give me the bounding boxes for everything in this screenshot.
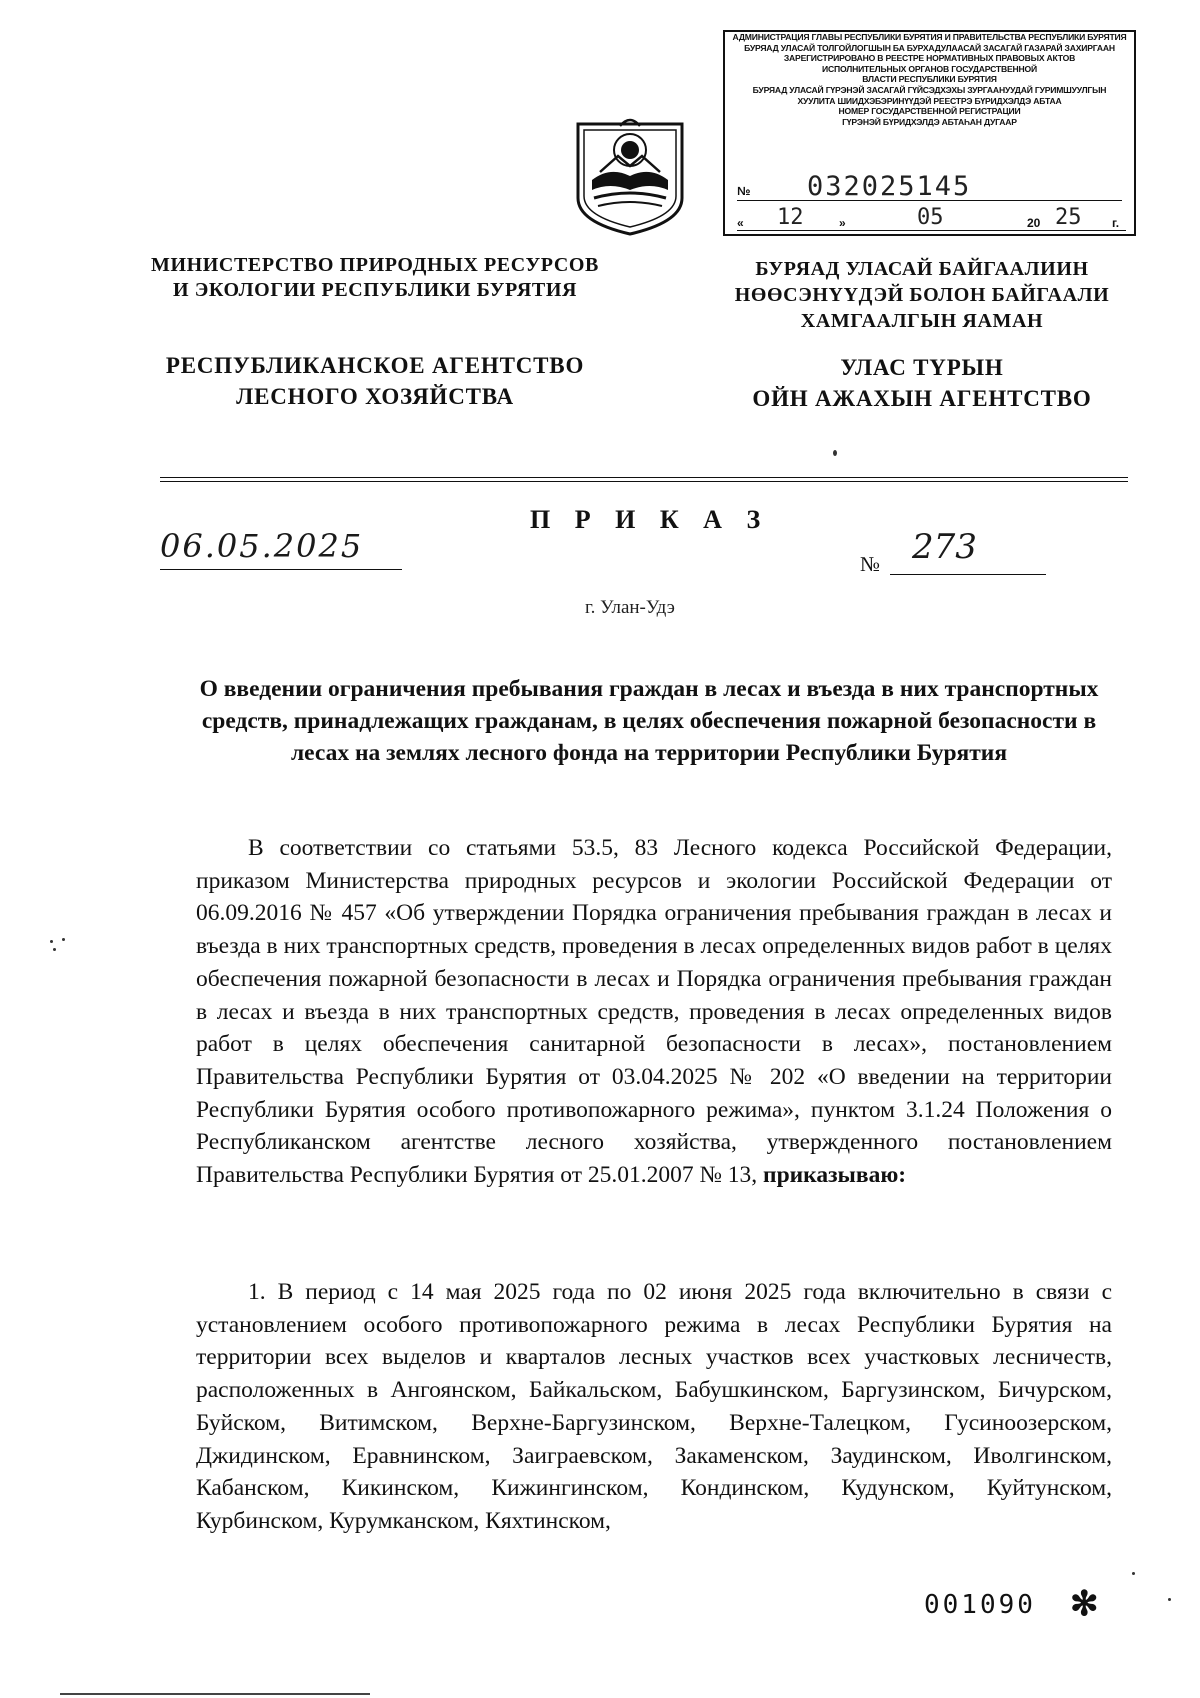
header-line: УЛАС ТҮРЫН — [840, 355, 1004, 380]
stamp-month: 05 — [917, 205, 944, 230]
stamp-year: 25 — [1055, 205, 1082, 230]
header-line: ОЙН АЖАХЫН АГЕНТСТВО — [752, 386, 1092, 411]
stamp-line: ЗАРЕГИСТРИРОВАНО В РЕЕСТРЕ НОРМАТИВНЫХ ПРАВОВЫХ АКТОВ — [783, 53, 1076, 64]
footer-mark-icon: ✻ — [1070, 1586, 1099, 1623]
order-number-underline — [890, 574, 1046, 575]
header-line: МИНИСТЕРСТВО ПРИРОДНЫХ РЕСУРСОВ — [150, 254, 599, 276]
clause-1-paragraph: 1. В период с 14 мая 2025 года по 02 июня 2025 года включительно в связи с установлением особого противопожарного режима в лесах Республики Бурятия на территории всех выделов и кварталов лесных участков всех участковых лесничеств, расположенных в Ангоянском, Байкальском, Бабушкинском, Баргузинском, Бичурском, Буйском, Витимском, Верхне-Баргузинском, Верхне-Талецком, Гусиноозерском, Джидинском, Еравнинском, Заиграевском, Закаменском, Заудинском, Иволгинском, Кабанском, Кикинском, Кижингинском, Кондинском, Кудунском, Куйтунском, Курбинском, Курумканском, Кяхтинском, — [196, 1279, 1112, 1534]
ministry-name-buryat — [712, 256, 1132, 334]
stamp-date-open-quote: « — [737, 216, 744, 230]
scan-speck — [1132, 1572, 1135, 1575]
stamp-year-suffix: г. — [1112, 216, 1120, 230]
order-number: 273 — [912, 527, 977, 567]
stamp-registration-number: 032025145 — [807, 171, 972, 202]
stamp-line: НОМЕР ГОСУДАРСТВЕННОЙ РЕГИСТРАЦИИ — [838, 106, 1021, 117]
scan-speck — [50, 940, 53, 943]
scan-edge-artifact — [60, 1693, 370, 1695]
preamble-paragraph — [196, 832, 1112, 1192]
stamp-line: АДМИНИСТРАЦИЯ ГЛАВЫ РЕСПУБЛИКИ БУРЯТИЯ И ПРАВИТЕЛЬСТВА РЕСПУБЛИКИ БУРЯТИЯ — [732, 32, 1127, 42]
ministry-name-russian — [140, 253, 610, 303]
stamp-line: БУРЯАД УЛАСАЙ ГҮРЭНЭЙ ЗАСАГАЙ ГҮЙСЭДХЭХЫ ЗУРГААНУУДАЙ ГУРИМШУУЛГЫН — [752, 84, 1107, 95]
order-number-label: № — [860, 552, 881, 576]
stamp-line: ХУУЛИТА ШИИДХЭБЭРИНҮҮДЭЙ РЕЕСТРЭ БҮРИДХЭЛДЭ АБТАА — [797, 95, 1062, 106]
order-date: 06.05.2025 — [160, 527, 364, 565]
stamp-date-row — [737, 204, 1126, 231]
coat-of-arms-emblem — [570, 110, 690, 238]
stamp-day: 12 — [777, 205, 804, 230]
order-type-heading: П Р И К А З — [530, 505, 770, 534]
stamp-number-prefix: № — [737, 184, 751, 198]
header-line: ХАМГААЛГЫН ЯАМАН — [800, 310, 1044, 332]
stamp-line: ВЛАСТИ РЕСПУБЛИКИ БУРЯТИЯ — [862, 74, 997, 85]
preamble-text: В соответствии со статьями 53.5, 83 Лесного кодекса Российской Федерации, приказом Министерства природных ресурсов и экологии Российской Федерации от 06.09.2016 № 457 «Об утверждении Порядка ограничения пребывания граждан в лесах и въезда в них транспортных средств, проведения в лесах определенных видов работ в целях обеспечения пожарной безопасности в лесах и Порядка ограничения пребывания граждан в лесах и въезда в них транспортных средств, проведения в лесах определенных видов работ в целях обеспечения санитарной безопасности в лесах», постановлением Правительства Республики Бурятия от 03.04.2025 № 202 «О введении на территории Республики Бурятия особого противопожарного режима», пунктом 3.1.24 Положения о Республиканском агентстве лесного хозяйства, утвержденного постановлением Правительства Республики Бурятия от 25.01.2007 № 13, — [196, 835, 1112, 1189]
order-subject-title: О введении ограничения пребывания граждан в лесах и въезда в них транспортных средств, принадлежащих гражданам, в целях обеспечения пожарной безопасности в лесах на землях лесного фонда на территории Республики Бурятия — [199, 676, 1099, 766]
document-serial-number: 001090 — [924, 1590, 1036, 1620]
header-line: НӨӨСЭНҮҮДЭЙ БОЛОН БАЙГААЛИ — [734, 284, 1110, 306]
preamble-emphasis: приказываю: — [763, 1162, 907, 1189]
header-divider-bottom — [160, 481, 1128, 482]
header-divider-top — [160, 477, 1128, 478]
order-city: г. Улан-Удэ — [585, 597, 675, 618]
scan-speck — [62, 938, 65, 941]
agency-name-buryat — [712, 352, 1132, 414]
order-date-underline — [160, 569, 402, 570]
stamp-line: ГҮРЭНЭЙ БҮРИДХЭЛДЭ АБТАҺАН ДУГААР — [842, 116, 1017, 127]
stamp-line: ИСПОЛНИТЕЛЬНЫХ ОРГАНОВ ГОСУДАРСТВЕННОЙ — [822, 63, 1037, 74]
agency-name-russian — [140, 350, 610, 412]
stamp-line: БУРЯАД УЛАСАЙ ТОЛГОЙЛОГШЫН БА БУРХАДУЛААСАЙ ЗАСАГАЙ ГАЗАРАЙ ЗАХИРГААН — [744, 42, 1115, 53]
scan-speck — [1168, 1598, 1171, 1601]
header-line: БУРЯАД УЛАСАЙ БАЙГААЛИИН — [755, 258, 1089, 280]
registration-stamp — [723, 30, 1136, 236]
scan-speck — [833, 450, 837, 456]
stamp-year-prefix: 20 — [1027, 216, 1041, 230]
stamp-date-close-quote: » — [839, 216, 846, 230]
scan-speck — [53, 948, 56, 951]
header-line: И ЭКОЛОГИИ РЕСПУБЛИКИ БУРЯТИЯ — [172, 279, 578, 301]
header-line: РЕСПУБЛИКАНСКОЕ АГЕНТСТВО — [165, 353, 585, 378]
header-line: ЛЕСНОГО ХОЗЯЙСТВА — [236, 384, 514, 409]
stamp-number-row — [737, 170, 1122, 201]
